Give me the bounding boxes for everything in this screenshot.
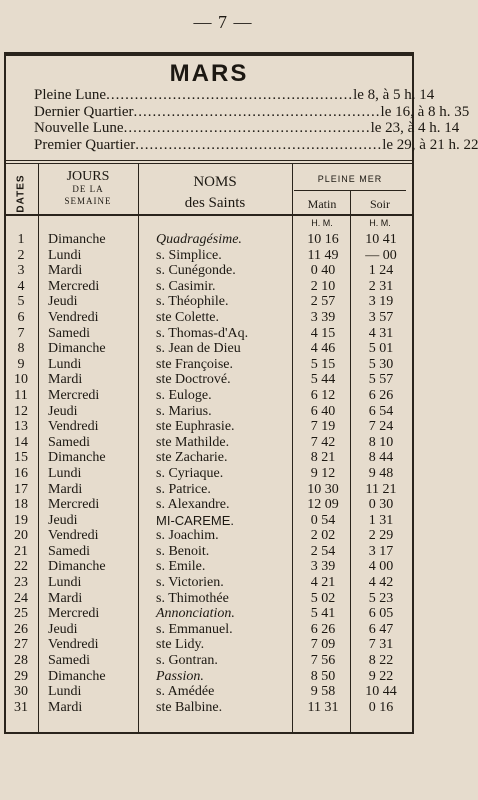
weekday-cell: Vendredi xyxy=(48,419,99,435)
matin-cell: 3 39 xyxy=(310,559,336,575)
matin-cell: 5 15 xyxy=(310,356,336,372)
date-cell: 12 xyxy=(14,403,28,419)
matin-cell: 10 16 xyxy=(307,232,339,247)
soir-cell: 6 54 xyxy=(368,403,394,419)
saint-cell: ste Zacharie. xyxy=(156,450,228,466)
saint-cell: Passion. xyxy=(156,668,204,684)
date-cell: 8 xyxy=(17,341,25,357)
saint-cell: s. Benoit. xyxy=(156,543,210,559)
weekday-cell: Samedi xyxy=(48,543,90,559)
saint-cell: s. Emile. xyxy=(156,559,206,575)
soir-cell: 4 00 xyxy=(368,559,394,575)
weekday-cell: Lundi xyxy=(48,575,82,591)
saint-cell: s. Simplice. xyxy=(156,247,222,263)
date-cell: 10 xyxy=(14,372,28,388)
matin-cell: 5 02 xyxy=(310,590,336,606)
matin-cell: 11 31 xyxy=(307,699,339,715)
header-jours-line2: DE LA xyxy=(72,184,104,194)
header-noms xyxy=(140,172,290,214)
header-jours xyxy=(40,170,136,207)
soir-cell: 6 47 xyxy=(368,621,394,637)
date-cell: 14 xyxy=(14,434,28,450)
moon-phase-value: le 23, à 4 h. 14 xyxy=(370,120,460,136)
saint-cell: s. Marius. xyxy=(156,403,212,419)
date-cell: 11 xyxy=(14,387,28,403)
table-row xyxy=(4,435,412,451)
saint-cell: Annonciation. xyxy=(156,606,235,622)
calendar-rows xyxy=(4,232,412,715)
header-rule-bottom xyxy=(4,163,412,164)
date-cell: 15 xyxy=(14,450,28,466)
table-row xyxy=(4,419,412,435)
soir-cell: 4 31 xyxy=(368,325,394,341)
saint-cell: s. Cyriaque. xyxy=(156,465,224,481)
saint-cell: ste Mathilde. xyxy=(156,434,230,450)
saint-cell: ste Balbine. xyxy=(156,699,223,715)
date-cell: 20 xyxy=(14,528,28,544)
dot-leader: .................................................... xyxy=(106,87,354,103)
date-cell: 17 xyxy=(14,481,28,497)
table-row xyxy=(4,357,412,373)
table-row xyxy=(4,528,412,544)
weekday-cell: Jeudi xyxy=(48,621,78,637)
saint-cell: s. Jean de Dieu xyxy=(156,341,241,357)
matin-cell: 8 50 xyxy=(310,668,336,684)
soir-cell: 10 44 xyxy=(365,684,397,700)
matin-cell: 4 46 xyxy=(310,341,336,357)
date-cell: 21 xyxy=(14,543,28,559)
moon-phase-name: Nouvelle Lune xyxy=(34,120,124,136)
moon-phase-name: Pleine Lune xyxy=(34,87,107,103)
weekday-cell: Samedi xyxy=(48,325,90,341)
matin-cell: 6 40 xyxy=(310,403,336,419)
matin-cell: 6 26 xyxy=(310,621,336,637)
soir-cell: 7 31 xyxy=(368,637,394,653)
soir-cell: 9 48 xyxy=(368,465,394,481)
weekday-cell: Samedi xyxy=(48,653,90,669)
saint-cell: ste Doctrové. xyxy=(156,372,231,388)
date-cell: 30 xyxy=(14,684,28,700)
saint-cell: ste Françoise. xyxy=(156,356,233,372)
table-row xyxy=(4,466,412,482)
date-cell: 4 xyxy=(17,278,25,294)
table-row xyxy=(4,341,412,357)
soir-cell: 3 17 xyxy=(368,543,394,559)
matin-cell: 4 15 xyxy=(310,325,336,341)
soir-cell: 6 05 xyxy=(368,606,394,622)
table-row xyxy=(4,450,412,466)
soir-cell: 5 30 xyxy=(368,356,394,372)
matin-cell: 0 54 xyxy=(310,512,336,528)
saint-cell: s. Joachim. xyxy=(156,528,219,544)
table-row xyxy=(4,684,412,700)
table-row xyxy=(4,559,412,575)
date-cell: 28 xyxy=(14,653,28,669)
header-soir: Soir xyxy=(369,197,390,211)
matin-cell: 3 39 xyxy=(310,309,336,325)
table-row xyxy=(4,622,412,638)
header-dates-label: DATES xyxy=(15,173,27,213)
saint-cell: s. Emmanuel. xyxy=(156,621,233,637)
table-row xyxy=(4,388,412,404)
header-jours-line3: SEMAINE xyxy=(64,196,112,206)
weekday-cell: Mercredi xyxy=(48,387,100,403)
table-row xyxy=(4,653,412,669)
header-bottom-rule xyxy=(4,214,412,216)
weekday-cell: Dimanche xyxy=(48,450,106,466)
saint-cell: s. Amédée xyxy=(156,684,215,700)
soir-cell: 2 31 xyxy=(368,278,394,294)
table-row xyxy=(4,232,412,248)
saint-cell: s. Alexandre. xyxy=(156,497,230,513)
soir-cell: 3 57 xyxy=(368,309,394,325)
saint-cell: s. Thimothée xyxy=(156,590,229,606)
table-row xyxy=(4,513,412,529)
matin-cell: 10 30 xyxy=(307,481,339,497)
matin-cell: 7 56 xyxy=(310,653,336,669)
weekday-cell: Dimanche xyxy=(48,232,106,247)
soir-cell: 8 44 xyxy=(368,450,394,466)
header-matin: Matin xyxy=(307,197,337,211)
soir-cell: 5 01 xyxy=(368,341,394,357)
weekday-cell: Samedi xyxy=(48,434,90,450)
matin-cell: 6 12 xyxy=(310,387,336,403)
table-row xyxy=(4,669,412,685)
soir-cell: 6 26 xyxy=(368,387,394,403)
date-cell: 1 xyxy=(17,232,25,247)
soir-cell: 1 31 xyxy=(368,512,394,528)
saint-cell: ste Euphrasie. xyxy=(156,419,235,435)
matin-cell: 9 12 xyxy=(310,465,336,481)
date-cell: 29 xyxy=(14,668,28,684)
matin-cell: 9 58 xyxy=(310,684,336,700)
matin-cell: 2 54 xyxy=(310,543,336,559)
saint-cell: s. Patrice. xyxy=(156,481,211,497)
date-cell: 26 xyxy=(14,621,28,637)
table-row xyxy=(4,263,412,279)
soir-cell: 9 22 xyxy=(368,668,394,684)
soir-cell: 8 22 xyxy=(368,653,394,669)
weekday-cell: Mercredi xyxy=(48,497,100,513)
date-cell: 2 xyxy=(17,247,25,263)
date-cell: 16 xyxy=(14,465,28,481)
moon-phase-value: le 8, à 5 h. 14 xyxy=(353,87,435,103)
table-row xyxy=(4,310,412,326)
header-dates xyxy=(6,173,36,213)
date-cell: 25 xyxy=(14,606,28,622)
moon-phase-name: Premier Quartier xyxy=(34,136,136,153)
header-noms-line2: des Saints xyxy=(184,195,246,211)
table-row xyxy=(4,326,412,342)
saint-cell: ste Colette. xyxy=(156,309,219,325)
soir-cell: 11 21 xyxy=(365,481,397,497)
moon-phase-row xyxy=(34,103,470,121)
weekday-cell: Vendredi xyxy=(48,309,99,325)
table-row xyxy=(4,606,412,622)
date-cell: 7 xyxy=(17,325,25,341)
header-rule-top xyxy=(4,160,412,161)
weekday-cell: Lundi xyxy=(48,247,82,263)
table-row xyxy=(4,497,412,513)
weekday-cell: Vendredi xyxy=(48,637,99,653)
date-cell: 24 xyxy=(14,590,28,606)
soir-cell: — 00 xyxy=(365,247,397,263)
soir-cell: 8 10 xyxy=(368,434,394,450)
header-noms-line1: NOMS xyxy=(193,174,237,190)
weekday-cell: Jeudi xyxy=(48,294,78,310)
weekday-cell: Jeudi xyxy=(48,403,78,419)
weekday-cell: Mercredi xyxy=(48,278,100,294)
matin-cell: 7 09 xyxy=(310,637,336,653)
weekday-cell: Mardi xyxy=(48,263,83,279)
table-row xyxy=(4,404,412,420)
date-cell: 22 xyxy=(14,559,28,575)
header-jours-line1: JOURS xyxy=(66,169,110,184)
matin-cell: 5 41 xyxy=(310,606,336,622)
soir-cell: 3 19 xyxy=(368,294,394,310)
moon-phase-row xyxy=(34,136,478,154)
matin-cell: 0 40 xyxy=(310,263,336,279)
weekday-cell: Mardi xyxy=(48,481,83,497)
soir-cell: 7 24 xyxy=(368,419,394,435)
matin-cell: 4 21 xyxy=(310,575,336,591)
weekday-cell: Lundi xyxy=(48,465,82,481)
date-cell: 27 xyxy=(14,637,28,653)
date-cell: 13 xyxy=(14,419,28,435)
date-cell: 18 xyxy=(14,497,28,513)
saint-cell: s. Théophile. xyxy=(156,294,229,310)
moon-phases xyxy=(34,87,478,153)
matin-cell: 8 21 xyxy=(310,450,336,466)
saint-cell: s. Euloge. xyxy=(156,387,212,403)
moon-phase-value: le 29, à 21 h. 22 xyxy=(382,136,478,153)
matin-cell: 7 19 xyxy=(310,419,336,435)
month-title: MARS xyxy=(169,60,249,87)
date-cell: 3 xyxy=(17,263,25,279)
soir-cell: 0 16 xyxy=(368,699,394,715)
matin-units: H. M. xyxy=(311,218,333,228)
weekday-cell: Lundi xyxy=(48,356,82,372)
weekday-cell: Mardi xyxy=(48,590,83,606)
dot-leader: .................................................... xyxy=(123,120,371,136)
soir-cell: 10 41 xyxy=(365,232,397,247)
soir-cell: 4 42 xyxy=(368,575,394,591)
matin-cell: 5 44 xyxy=(310,372,336,388)
matin-cell: 2 02 xyxy=(310,528,336,544)
weekday-cell: Lundi xyxy=(48,684,82,700)
moon-phase-value: le 16, à 8 h. 35 xyxy=(380,103,470,120)
matin-cell: 2 10 xyxy=(310,278,336,294)
date-cell: 5 xyxy=(17,294,25,310)
soir-units: H. M. xyxy=(369,218,391,228)
soir-cell: 1 24 xyxy=(368,263,394,279)
weekday-cell: Jeudi xyxy=(48,512,78,528)
saint-cell: MI-CAREME. xyxy=(156,512,234,528)
table-row xyxy=(4,637,412,653)
matin-cell: 12 09 xyxy=(307,497,339,513)
weekday-cell: Dimanche xyxy=(48,559,106,575)
dot-leader: .................................................... xyxy=(135,136,383,153)
table-row xyxy=(4,575,412,591)
table-row xyxy=(4,544,412,560)
weekday-cell: Mardi xyxy=(48,699,83,715)
saint-cell: s. Gontran. xyxy=(156,653,218,669)
matin-cell: 2 57 xyxy=(310,294,336,310)
moon-phase-name: Dernier Quartier xyxy=(34,103,134,120)
weekday-cell: Dimanche xyxy=(48,668,106,684)
date-cell: 6 xyxy=(17,309,25,325)
saint-cell: ste Lidy. xyxy=(156,637,205,653)
page-number: — 7 — xyxy=(193,12,253,32)
table-row xyxy=(4,482,412,498)
table-row xyxy=(4,372,412,388)
date-cell: 9 xyxy=(17,356,25,372)
moon-phase-row xyxy=(34,120,460,137)
saint-cell: s. Casimir. xyxy=(156,278,216,294)
soir-cell: 2 29 xyxy=(368,528,394,544)
saint-cell: Quadragésime. xyxy=(156,232,242,247)
date-cell: 23 xyxy=(14,575,28,591)
soir-cell: 0 30 xyxy=(368,497,394,513)
table-row xyxy=(4,294,412,310)
date-cell: 31 xyxy=(14,699,28,715)
table-row xyxy=(4,591,412,607)
table-row xyxy=(4,700,412,716)
matin-cell: 7 42 xyxy=(310,434,336,450)
soir-cell: 5 57 xyxy=(368,372,394,388)
saint-cell: s. Thomas-d'Aq. xyxy=(156,325,249,341)
dot-leader: .................................................... xyxy=(133,103,381,120)
table-row xyxy=(4,279,412,295)
saint-cell: s. Cunégonde. xyxy=(156,263,236,279)
header-pleine-mer: PLEINE MER xyxy=(317,174,383,184)
moon-phase-row xyxy=(34,87,435,104)
weekday-cell: Vendredi xyxy=(48,528,99,544)
saint-cell: s. Victorien. xyxy=(156,575,224,591)
date-cell: 19 xyxy=(14,512,28,528)
table-row xyxy=(4,248,412,264)
weekday-cell: Mardi xyxy=(48,372,83,388)
weekday-cell: Mercredi xyxy=(48,606,100,622)
soir-cell: 5 23 xyxy=(368,590,394,606)
weekday-cell: Dimanche xyxy=(48,341,106,357)
matin-cell: 11 49 xyxy=(307,247,339,263)
